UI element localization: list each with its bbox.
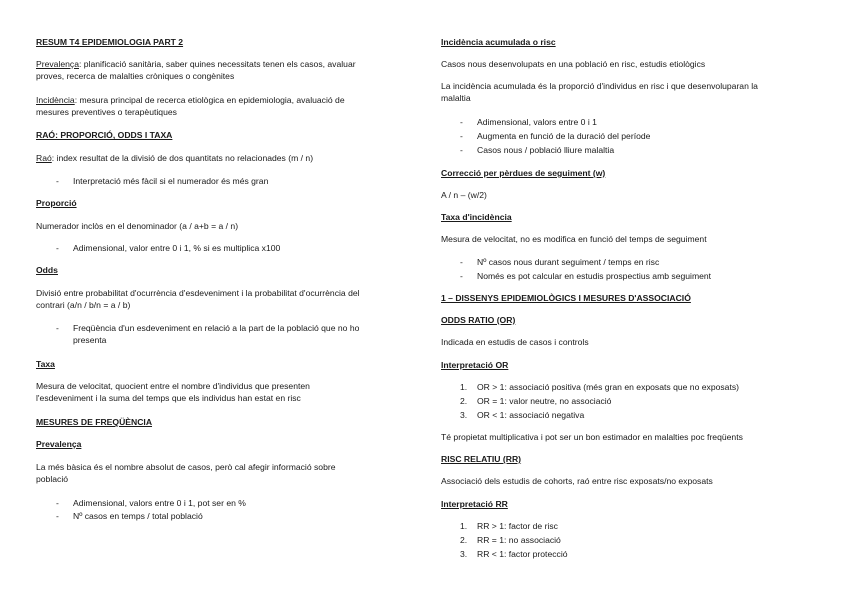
list-number: 2.: [460, 396, 468, 406]
ia-bullet: Casos nous / població lliure malaltia: [477, 145, 615, 155]
prevalenca-bullet: Nº casos en temps / total població: [73, 511, 203, 521]
list-number: 3.: [460, 549, 468, 559]
or-item: OR < 1: associació negativa: [477, 410, 585, 420]
heading-dissenys: 1 – DISSENYS EPIDEMIOLÒGICS I MESURES D'ASSOCIACIÓ: [441, 293, 691, 303]
list-number: 1.: [460, 521, 468, 531]
rao-definition: Raó: index resultat de la divisió de dos quantitats no relacionades (m / n): [36, 153, 314, 163]
incidencia-term: Incidència: [36, 95, 75, 105]
incidencia-paragraph-line2: mesures preventives o terapèutiques: [36, 107, 177, 117]
bullet-dash: -: [460, 257, 463, 267]
bullet-dash: -: [460, 131, 463, 141]
list-number: 2.: [460, 535, 468, 545]
heading-mesures-frequencia: MESURES DE FREQÜÈNCIA: [36, 417, 153, 427]
bullet-dash: -: [56, 176, 59, 186]
bullet-dash: -: [56, 498, 59, 508]
heading-correccio: Correcció per pèrdues de seguiment (w): [441, 168, 606, 178]
heading-interpretacio-rr: Interpretació RR: [441, 499, 508, 509]
ia-bullet: Augmenta en funció de la duració del període: [477, 131, 651, 141]
prevalenca-bullet: Adimensional, valors entre 0 i 1, pot ser en %: [73, 498, 246, 508]
taxa-definition-line1: Mesura de velocitat, quocient entre el nombre d'individus que presenten: [36, 381, 310, 391]
list-number: 1.: [460, 382, 468, 392]
proporcio-definition: Numerador inclòs en el denominador (a / a+b = a / n): [36, 221, 239, 231]
rao-term: Raó: [36, 153, 52, 163]
document-title: RESUM T4 EPIDEMIOLOGIA PART 2: [36, 37, 184, 47]
heading-interpretacio-or: Interpretació OR: [441, 360, 509, 370]
heading-taxa-incidencia: Taxa d'incidència: [441, 212, 512, 222]
bullet-dash: -: [460, 145, 463, 155]
odds-bullet-line2: presenta: [73, 335, 107, 345]
incidencia-paragraph-line1: Incidència: mesura principal de recerca etiològica en epidemiologia, avaluació de: [36, 95, 345, 105]
or-item: OR = 1: valor neutre, no associació: [477, 396, 612, 406]
taxa-incidencia-bullet: Només es pot calcular en estudis prospectius amb seguiment: [477, 271, 712, 281]
prevalenca-paragraph-line2: proves, recerca de malalties cròniques o congènites: [36, 71, 235, 81]
heading-incidencia-acumulada: Incidència acumulada o risc: [441, 37, 556, 47]
or-item: OR > 1: associació positiva (més gran en exposats que no exposats): [477, 382, 740, 392]
correccio-formula: A / n – (w/2): [441, 190, 487, 200]
ia-bullet: Adimensional, valors entre 0 i 1: [477, 117, 597, 127]
taxa-incidencia-definition: Mesura de velocitat, no es modifica en funció del temps de seguiment: [441, 234, 707, 244]
prevalenca-definition-line1: La més bàsica és el nombre absolut de casos, però cal afegir informació sobre: [36, 462, 336, 472]
heading-prevalenca: Prevalença: [36, 439, 82, 449]
rao-bullet: Interpretació més fàcil si el numerador és més gran: [73, 176, 269, 186]
list-number: 3.: [460, 410, 468, 420]
taxa-definition-line2: l'esdeveniment i la suma del temps que els individus han estat en risc: [36, 393, 301, 403]
taxa-incidencia-bullet: Nº casos nous durant seguiment / temps en risc: [477, 257, 660, 267]
or-note: Té propietat multiplicativa i pot ser un bon estimador en malalties poc freqüents: [441, 432, 743, 442]
bullet-dash: -: [56, 243, 59, 253]
heading-risc-relatiu: RISC RELATIU (RR): [441, 454, 522, 464]
or-definition: Indicada en estudis de casos i controls: [441, 337, 589, 347]
ia-definition-line2: malaltia: [441, 93, 471, 103]
rr-item: RR > 1: factor de risc: [477, 521, 558, 531]
bullet-dash: -: [460, 271, 463, 281]
heading-proporcio: Proporció: [36, 198, 77, 208]
bullet-dash: -: [56, 511, 59, 521]
prevalenca-term: Prevalença: [36, 59, 79, 69]
heading-odds-ratio: ODDS RATIO (OR): [441, 315, 516, 325]
bullet-dash: -: [460, 117, 463, 127]
ia-definition-line1: La incidència acumulada és la proporció d'individus en risc i que desenvoluparan la: [441, 81, 758, 91]
rr-item: RR = 1: no associació: [477, 535, 561, 545]
heading-taxa: Taxa: [36, 359, 55, 369]
heading-odds: Odds: [36, 265, 58, 275]
rr-definition: Associació dels estudis de cohorts, raó entre risc exposats/no exposats: [441, 476, 713, 486]
heading-rao: RAÓ: PROPORCIÓ, ODDS I TAXA: [36, 130, 173, 140]
odds-bullet-line1: Freqüència d'un esdeveniment en relació a la part de la població que no ho: [73, 323, 360, 333]
prevalenca-definition-line2: població: [36, 474, 69, 484]
odds-definition-line2: contrari (a/n / b/n = a / b): [36, 300, 131, 310]
ia-description: Casos nous desenvolupats en una població en risc, estudis etiològics: [441, 59, 706, 69]
prevalenca-paragraph-line1: Prevalença: planificació sanitària, saber quines necessitats tenen els casos, avaluar: [36, 59, 356, 69]
odds-definition-line1: Divisió entre probabilitat d'ocurrència d'esdeveniment i la probabilitat d'ocurrència del: [36, 288, 360, 298]
rr-item: RR < 1: factor protecció: [477, 549, 568, 559]
bullet-dash: -: [56, 323, 59, 333]
proporcio-bullet: Adimensional, valor entre 0 i 1, % si es multiplica x100: [73, 243, 281, 253]
